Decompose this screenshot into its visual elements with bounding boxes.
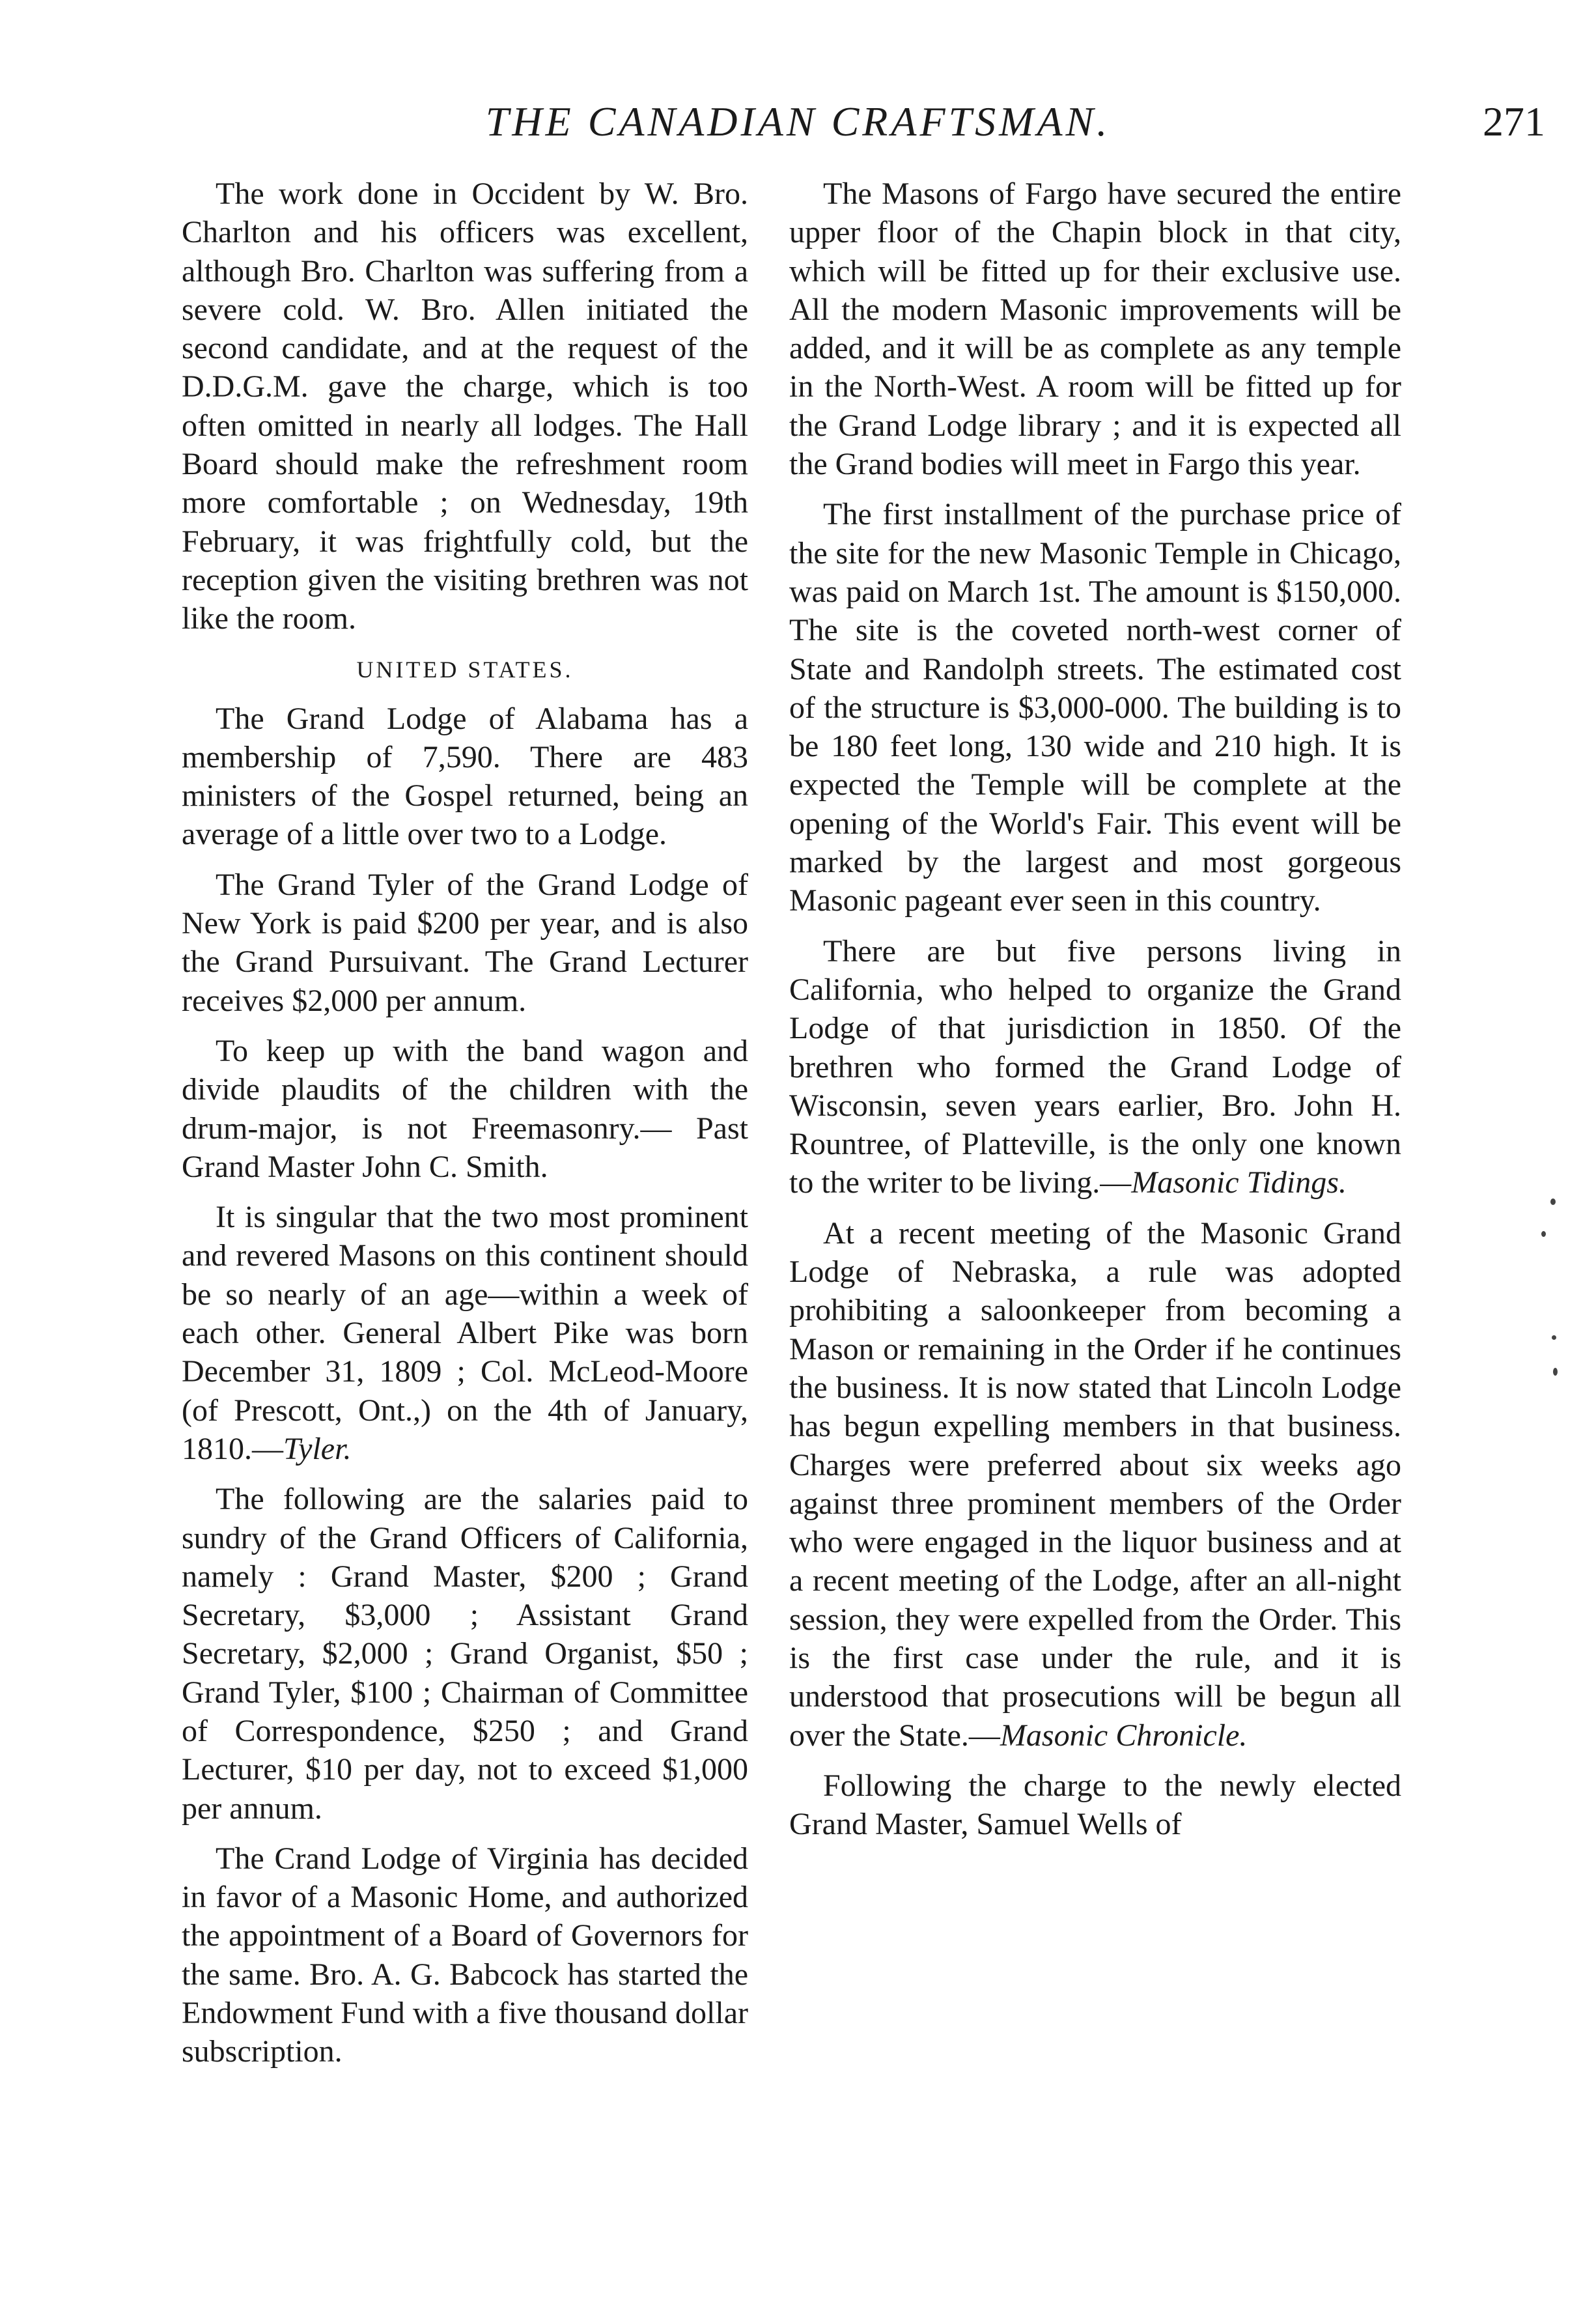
scan-speck: [1541, 1231, 1546, 1237]
running-title: THE CANADIAN CRAFTSMAN.: [485, 98, 1111, 145]
scan-speck: [1553, 1368, 1558, 1376]
paragraph-pike-mcleod: [182, 1198, 748, 1468]
paragraph-text: At a recent meeting of the Masonic Grand Lodge of Nebraska, a rule was adopted prohibiting a saloonkeeper from becoming a Mason or remaining in the Order if he continues the business. It is now stated that Lincoln Lodge has begun expelling members in that business. Charges were preferred about six weeks ago against three prominent members of the Order who were engaged in the liquor business and at a recent meeting of the Lodge, after an all-night session, they were expelled from the Order. This is the first case under the rule, and it is understood that prosecutions will be begun all over the State.—: [789, 1215, 1401, 1753]
paragraph-new-york-tyler: The Grand Tyler of the Grand Lodge of New York is paid $200 per year, and is also the Grand Pursuivant. The Grand Lecturer receives $2,000 per annum.: [182, 867, 748, 1018]
paragraph-grand-master-charge: Following the charge to the newly elected Grand Master, Samuel Wells of: [789, 1768, 1401, 1842]
paragraph-occident-lodge: The work done in Occident by W. Bro. Charlton and his officers was excellent, although Bro. Charlton was suffering from a severe cold. W. Bro. Allen initiated the second candidate, and at the request of the D.D.G.M. gave the charge, which is too often omitted in nearly all lodges. The Hall Board should make the refreshment room more comfortable ; on Wednesday, 19th February, it was frightfully cold, but the reception given the visiting brethren was not like the room.: [182, 177, 748, 636]
paragraph-fargo: The Masons of Fargo have secured the entire upper floor of the Chapin block in that city, which will be fitted up for their exclusive use. All the modern Masonic improvements will be added, and it will be as complete as any temple in the North-West. A room will be fitted up for the Grand Lodge library ; and it is expected all the Grand bodies will meet in Fargo this year.: [789, 177, 1401, 482]
page-number: 271: [1483, 98, 1545, 145]
section-heading: UNITED STATES.: [356, 656, 574, 683]
paragraph-virginia-home: The Crand Lodge of Virginia has decided in favor of a Masonic Home, and authorized the appointment of a Board of Governors for the same. Bro. A. G. Babcock has started the Endowment Fund with a five thousand dollar subscription.: [182, 1841, 748, 2069]
paragraph-chicago-temple: The first installment of the purchase price of the site for the new Masonic Temple in Chicago, was paid on March 1st. The amount is $150,000. The site is the coveted north-west corner of State and Randolph streets. The estimated cost of the structure is $3,000-000. The building is to be 180 feet long, 130 wide and 210 high. It is expected the Temple will be complete at the opening of the World's Fair. This event will be marked by the largest and most gorgeous Masonic pageant ever seen in this country.: [789, 497, 1401, 918]
scan-speck: [1552, 1335, 1556, 1340]
paragraph-nebraska-rule: [789, 1214, 1401, 1755]
page-header: [0, 98, 1596, 156]
paragraph-alabama: The Grand Lodge of Alabama has a membership of 7,590. There are 483 ministers of the Gospel returned, being an average of a little over two to a Lodge.: [182, 701, 748, 852]
paragraph-california-founders: [789, 932, 1401, 1202]
right-column: [789, 175, 1401, 1855]
paragraph-band-wagon: To keep up with the band wagon and divide plaudits of the children with the drum-major, is not Freemasonry.— Past Grand Master John C. Smith.: [182, 1033, 748, 1184]
paragraph-california-salaries: The following are the salaries paid to sundry of the Grand Officers of California, namely : Grand Master, $200 ; Grand Secretary, $3,000 ; Assistant Grand Secretary, $2,000 ; Grand Organist, $50 ; Grand Tyler, $100 ; Chairman of Committee of Correspondence, $250 ; and Grand Lecturer, $10 per day, not to exceed $1,000 per annum.: [182, 1482, 748, 1826]
paragraph-text: There are but five persons living in California, who helped to organize the Grand Lodge of that jurisdiction in 1850. Of the brethren who formed the Grand Lodge of Wisconsin, seven years earlier, Bro. John H. Rountree, of Platteville, is the only one known to the writer to be living.—: [789, 933, 1401, 1200]
source-citation: Masonic Tidings.: [1131, 1165, 1347, 1200]
paragraph-text: It is singular that the two most prominent and revered Masons on this continent should be so nearly of an age—within a week of each other. General Albert Pike was born December 31, 1809 ; Col. McLeod-Moore (of Prescott, Ont.,) on the 4th of January, 1810.—: [182, 1200, 748, 1466]
scan-speck: [1550, 1198, 1556, 1205]
scan-specks: [1537, 1159, 1576, 1394]
left-column: [182, 175, 748, 2083]
source-citation: Masonic Chronicle.: [1000, 1718, 1248, 1753]
source-citation: Tyler.: [283, 1431, 352, 1466]
